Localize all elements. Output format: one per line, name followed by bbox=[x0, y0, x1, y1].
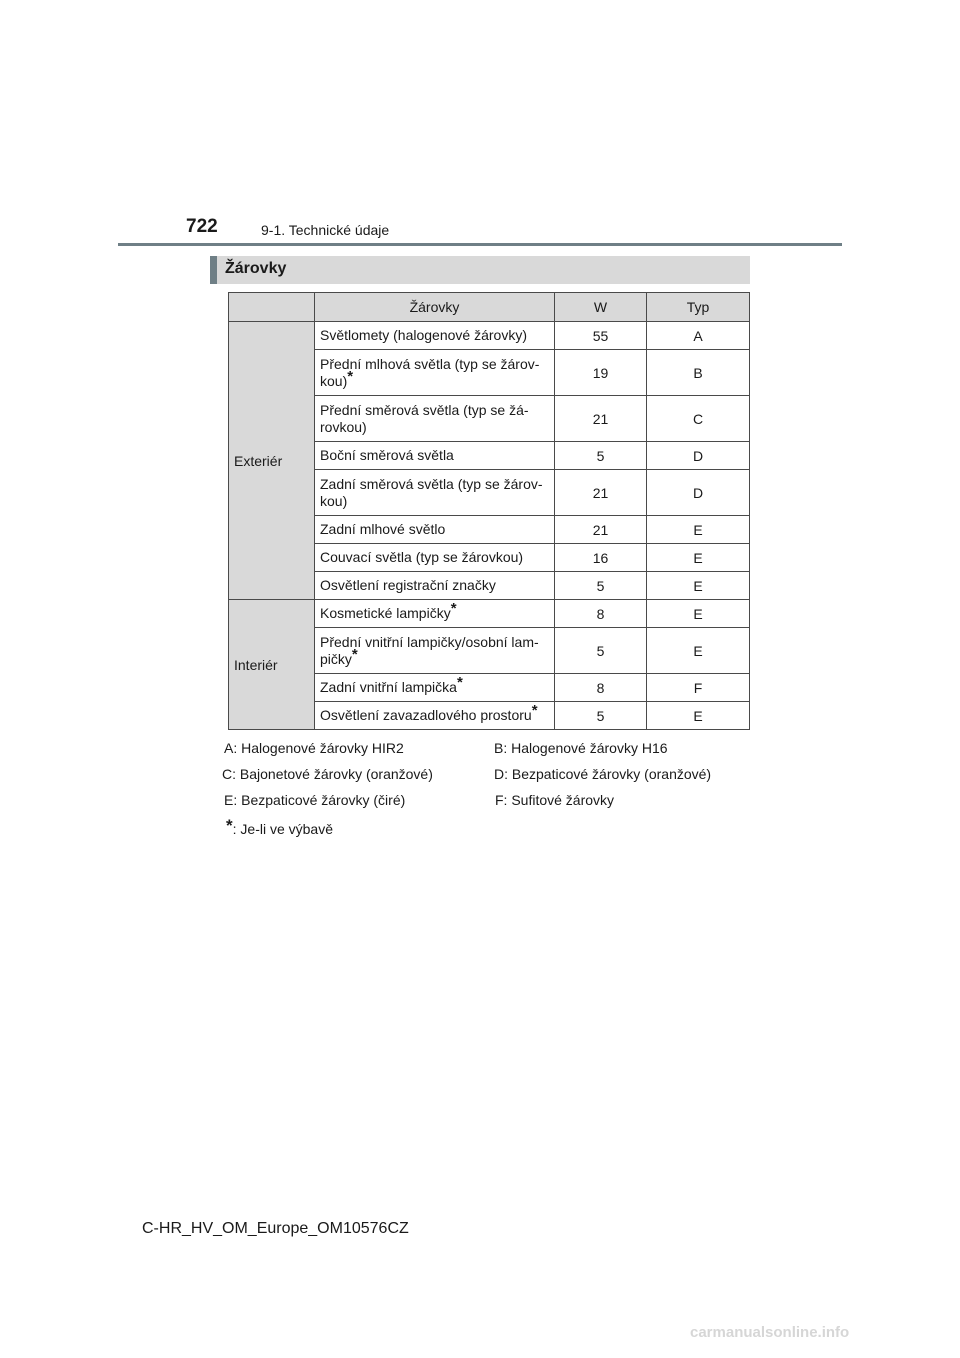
table-header-row bbox=[229, 293, 750, 322]
legend-c: C: Bajonetové žárovky (oranžové) bbox=[222, 766, 433, 782]
bulb-name bbox=[315, 470, 555, 516]
group-exterior: Exteriér bbox=[229, 322, 315, 600]
bulb-type: D bbox=[647, 442, 750, 470]
bulb-name bbox=[315, 702, 555, 730]
bulb-watts: 55 bbox=[555, 322, 647, 350]
bulb-name bbox=[315, 516, 555, 544]
bulb-name-text: Osvětlení zavazadlového prostoru bbox=[320, 707, 532, 723]
watermark: carmanualsonline.info bbox=[690, 1324, 850, 1341]
bulb-watts: 16 bbox=[555, 544, 647, 572]
bulb-name-text: Světlomety (halogenové žárovky) bbox=[320, 327, 527, 343]
bulb-type: F bbox=[647, 674, 750, 702]
legend-asterisk-note bbox=[226, 816, 333, 837]
header-type: Typ bbox=[647, 293, 750, 322]
bulb-name-text: Couvací světla (typ se žárovkou) bbox=[320, 549, 524, 565]
page-number: 722 bbox=[186, 216, 218, 237]
bulb-type: D bbox=[647, 470, 750, 516]
bulb-name bbox=[315, 442, 555, 470]
bulb-watts: 5 bbox=[555, 572, 647, 600]
asterisk-marker: * bbox=[531, 702, 538, 719]
bulb-name bbox=[315, 674, 555, 702]
legend-a: A: Halogenové žárovky HIR2 bbox=[224, 740, 404, 756]
bulb-type: E bbox=[647, 702, 750, 730]
group-interior: Interiér bbox=[229, 600, 315, 730]
bulb-name bbox=[315, 628, 555, 674]
bulb-type: E bbox=[647, 628, 750, 674]
bulb-name-text: Zadní mlhové světlo bbox=[320, 521, 446, 537]
bulb-name-text: Přední směrová světla (typ se žá- rovkou) bbox=[320, 401, 529, 435]
asterisk-marker: * bbox=[456, 674, 463, 691]
legend-b: B: Halogenové žárovky H16 bbox=[494, 740, 668, 756]
bulb-watts: 5 bbox=[555, 702, 647, 730]
bulb-name-text: Zadní vnitřní lampička bbox=[320, 679, 457, 695]
legend-e: E: Bezpaticové žárovky (čiré) bbox=[224, 792, 406, 808]
bulb-watts: 5 bbox=[555, 628, 647, 674]
asterisk-marker: * bbox=[351, 645, 358, 663]
bulb-type: B bbox=[647, 350, 750, 396]
bulb-type: E bbox=[647, 544, 750, 572]
asterisk-marker: * bbox=[347, 367, 354, 385]
bulb-watts: 19 bbox=[555, 350, 647, 396]
bulb-watts: 21 bbox=[555, 470, 647, 516]
bulb-name bbox=[315, 322, 555, 350]
bulb-name bbox=[315, 572, 555, 600]
section-title-bar bbox=[210, 256, 750, 284]
bulb-name-text: Boční směrová světla bbox=[320, 447, 454, 463]
bulb-name-text: Osvětlení registrační značky bbox=[320, 577, 496, 593]
bulb-name-text: Zadní směrová světla (typ se žárov- kou) bbox=[320, 475, 543, 509]
bulb-name bbox=[315, 600, 555, 628]
bulb-name-text: Kosmetické lampičky bbox=[320, 605, 451, 621]
header-rule bbox=[118, 243, 842, 246]
bulb-watts: 8 bbox=[555, 674, 647, 702]
legend-f: F: Sufitové žárovky bbox=[495, 792, 615, 808]
bulb-name-text: Přední mlhová světla (typ se žárov- kou) bbox=[320, 355, 540, 389]
bulb-type: E bbox=[647, 572, 750, 600]
bulb-name bbox=[315, 350, 555, 396]
bulb-watts: 8 bbox=[555, 600, 647, 628]
document-code: C-HR_HV_OM_Europe_OM10576CZ bbox=[142, 1220, 409, 1237]
header-group bbox=[229, 293, 315, 322]
asterisk-marker: * bbox=[226, 816, 233, 835]
section-title: Žárovky bbox=[225, 260, 287, 277]
header-bulbs: Žárovky bbox=[315, 293, 555, 322]
bulb-watts: 21 bbox=[555, 516, 647, 544]
asterisk-note-text: : Je-li ve výbavě bbox=[232, 821, 333, 837]
table-row bbox=[229, 600, 750, 628]
bulb-name-text: Přední vnitřní lampičky/osobní lam- pičky bbox=[320, 633, 539, 667]
bulb-name bbox=[315, 396, 555, 442]
header-watts: W bbox=[555, 293, 647, 322]
bulb-name bbox=[315, 544, 555, 572]
asterisk-marker: * bbox=[450, 600, 457, 617]
table-row bbox=[229, 322, 750, 350]
bulb-type: C bbox=[647, 396, 750, 442]
bulb-type: E bbox=[647, 516, 750, 544]
bulb-watts: 5 bbox=[555, 442, 647, 470]
bulb-type: A bbox=[647, 322, 750, 350]
legend-d: D: Bezpaticové žárovky (oranžové) bbox=[494, 766, 712, 782]
bulb-table bbox=[228, 292, 750, 730]
section-label: 9-1. Technické údaje bbox=[261, 222, 390, 238]
bulb-type: E bbox=[647, 600, 750, 628]
bulb-watts: 21 bbox=[555, 396, 647, 442]
